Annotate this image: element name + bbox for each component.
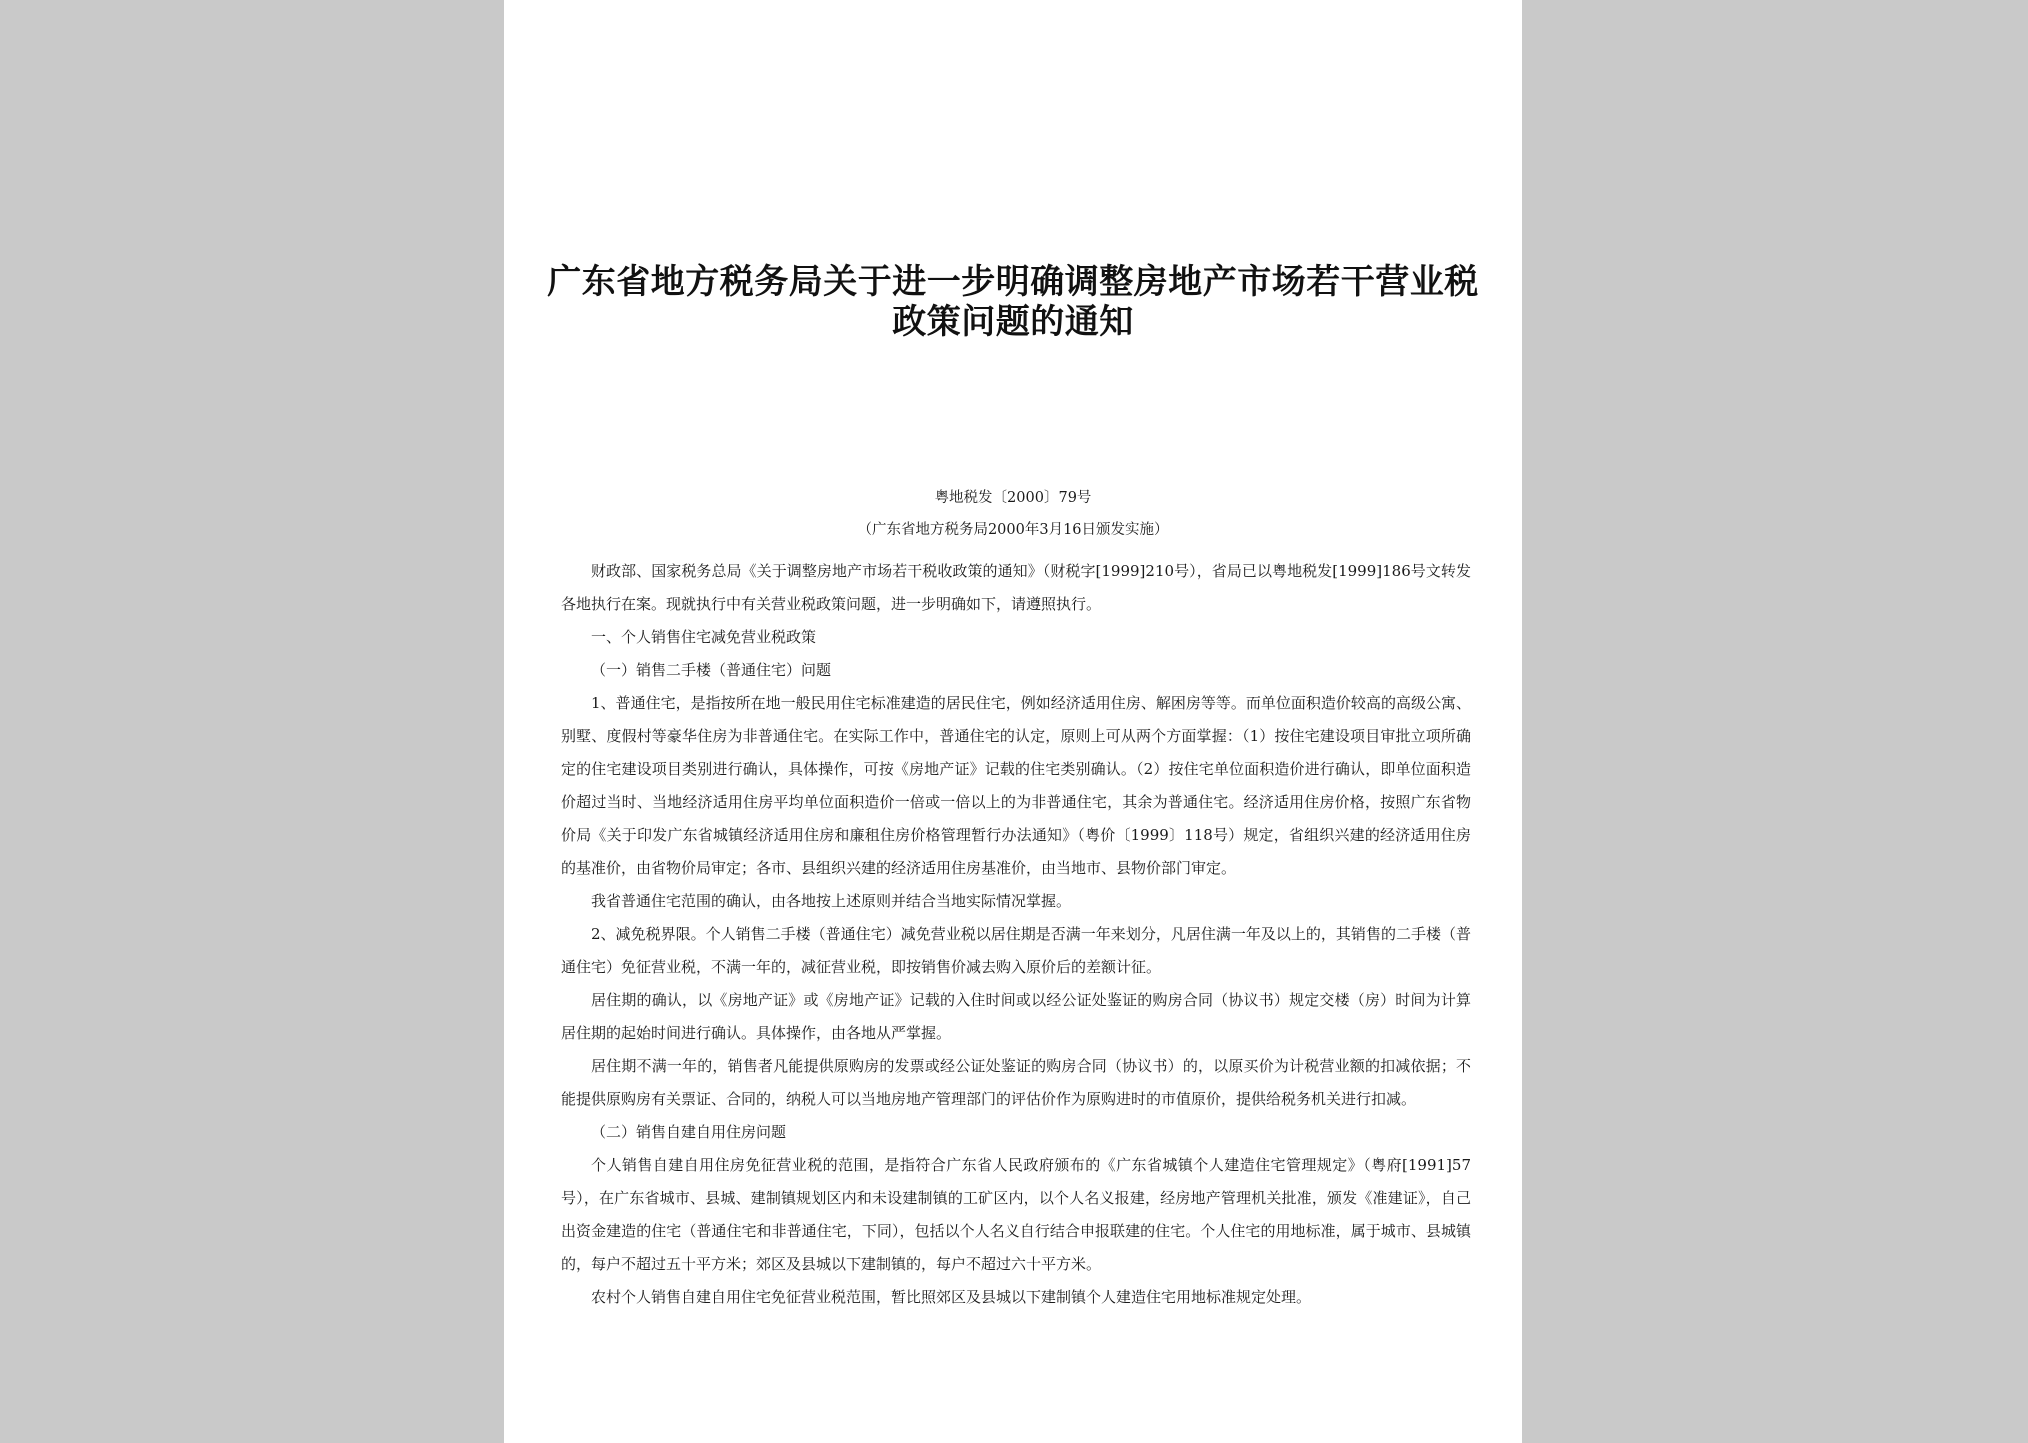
document-number: 粤地税发〔2000〕79号 xyxy=(934,490,1092,506)
paragraph-intro: 财政部、国家税务总局《关于调整房地产市场若干税收政策的通知》（财税字[1999]210号），省局已以粤地税发[1999]186号文转发各地执行在案。现就执行中有关营业税政策问题，进一步明确如下，请遵照执行。 xyxy=(561,562,1471,613)
paragraph-rural: 农村个人销售自建自用住宅免征营业税范围，暂比照郊区及县城以下建制镇个人建造住宅用地标准规定处理。 xyxy=(591,1288,1312,1306)
paragraph-under-one-year: 居住期不满一年的，销售者凡能提供原购房的发票或经公证处鉴证的购房合同（协议书）的，以原买价为计税营业额的扣减依据；不能提供原购房有关票证、合同的，纳税人可以当地房地产管理部门的评估价作为原购进时的市值原价，提供给税务机关进行扣减。 xyxy=(561,1057,1471,1108)
issued-note: （广东省地方税务局2000年3月16日颁发实施） xyxy=(857,522,1169,538)
section-heading-1: 一、个人销售住宅减免营业税政策 xyxy=(591,628,817,646)
document-title: 广东省地方税务局关于进一步明确调整房地产市场若干营业税政策问题的通知 xyxy=(547,262,1479,342)
paragraph-residence-period: 居住期的确认，以《房地产证》或《房地产证》记载的入住时间或以经公证处鉴证的购房合同（协议书）规定交楼（房）时间为计算居住期的起始时间进行确认。具体操作，由各地从严掌握。 xyxy=(561,991,1471,1042)
paragraph-scope-confirmation: 我省普通住宅范围的确认，由各地按上述原则并结合当地实际情况掌握。 xyxy=(591,892,1072,910)
paragraph-self-built: 个人销售自建自用住房免征营业税的范围，是指符合广东省人民政府颁布的《广东省城镇个人建造住宅管理规定》（粤府[1991]57号），在广东省城市、县城、建制镇规划区内和未设建制镇的工矿区内，以个人名义报建，经房地产管理机关批准，颁发《准建证》，自己出资金建造的住宅（普通住宅和非普通住宅，下同），包括以个人名义自行结合申报联建的住宅。个人住宅的用地标准，属于城市、县城镇的，每户不超过五十平方米；郊区及县城以下建制镇的，每户不超过六十平方米。 xyxy=(561,1156,1471,1273)
document-body xyxy=(561,555,1471,1314)
document-page xyxy=(504,0,1522,1443)
paragraph-exemption-boundary: 2、减免税界限。个人销售二手楼（普通住宅）减免营业税以居住期是否满一年来划分，凡居住满一年及以上的，其销售的二手楼（普通住宅）免征营业税，不满一年的，减征营业税，即按销售价减去购入原价后的差额计征。 xyxy=(561,925,1471,976)
subsection-heading-1: （一）销售二手楼（普通住宅）问题 xyxy=(591,661,832,679)
subsection-heading-2: （二）销售自建自用住房问题 xyxy=(591,1123,787,1141)
paragraph-ordinary-housing: 1、普通住宅，是指按所在地一般民用住宅标准建造的居民住宅，例如经济适用住房、解困房等等。而单位面积造价较高的高级公寓、别墅、度假村等豪华住房为非普通住宅。在实际工作中，普通住宅的认定，原则上可从两个方面掌握：（1）按住宅建设项目审批立项所确定的住宅建设项目类别进行确认，具体操作，可按《房地产证》记载的住宅类别确认。（2）按住宅单位面积造价进行确认，即单位面积造价超过当时、当地经济适用住房平均单位面积造价一倍或一倍以上的为非普通住宅，其余为普通住宅。经济适用住房价格，按照广东省物价局《关于印发广东省城镇经济适用住房和廉租住房价格管理暂行办法通知》（粤价〔1999〕118号）规定，省组织兴建的经济适用住房的基准价，由省物价局审定；各市、县组织兴建的经济适用住房基准价，由当地市、县物价部门审定。 xyxy=(561,694,1471,877)
